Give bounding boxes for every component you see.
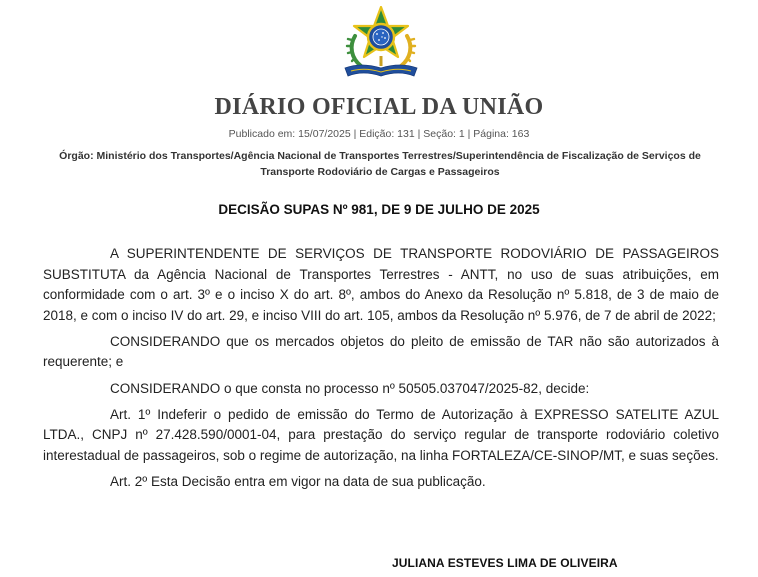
considering-paragraph-2: CONSIDERANDO o que consta no processo nº 50505.037047/2025-82, decide: xyxy=(110,380,590,396)
act-body xyxy=(43,244,719,498)
article-1-paragraph: Art. 1º Indeferir o pedido de emissão do Termo de Autorização à EXPRESSO SATELITE AZUL LTDA., CNPJ nº 27.428.590/0001-04, para prestação do serviço regular de transporte rodoviário coletivo interestadual de passageiros, sob o regime de autorização, na linha FORTALEZA/CE-SINOP/MT, e suas seções. xyxy=(43,406,719,463)
brazil-coat-of-arms-icon xyxy=(341,6,421,82)
masthead-title: DIÁRIO OFICIAL DA UNIÃO xyxy=(214,94,544,120)
publication-info: Publicado em: 15/07/2025 | Edição: 131 | Seção: 1 | Página: 163 xyxy=(228,128,530,140)
organ-line: Órgão: Ministério dos Transportes/Agência Nacional de Transportes Terrestres/Superintendência de Fiscalização de Serviços de Transporte Rodoviário de Cargas e Passageiros xyxy=(59,150,701,178)
considering-paragraph-1: CONSIDERANDO que os mercados objetos do pleito de emissão de TAR não são autorizados à requerente; e xyxy=(43,333,719,370)
preamble-paragraph: A SUPERINTENDENTE DE SERVIÇOS DE TRANSPORTE RODOVIÁRIO DE PASSAGEIROS SUBSTITUTA da Agência Nacional de Transportes Terrestres - ANTT, no uso de suas atribuições, em conformidade com o art. 3º e o inciso X do art. 8º, ambos do Anexo da Resolução nº 5.818, de 3 de maio de 2018, e com o inciso IV do art. 29, e inciso VIII do art. 105, ambos da Resolução nº 5.976, de 7 de abril de 2022; xyxy=(43,246,719,323)
signature-name: JULIANA ESTEVES LIMA DE OLIVEIRA xyxy=(392,556,618,570)
act-title: DECISÃO SUPAS Nº 981, DE 9 DE JULHO DE 2025 xyxy=(218,202,540,217)
article-2-paragraph: Art. 2º Esta Decisão entra em vigor na data de sua publicação. xyxy=(110,473,486,489)
